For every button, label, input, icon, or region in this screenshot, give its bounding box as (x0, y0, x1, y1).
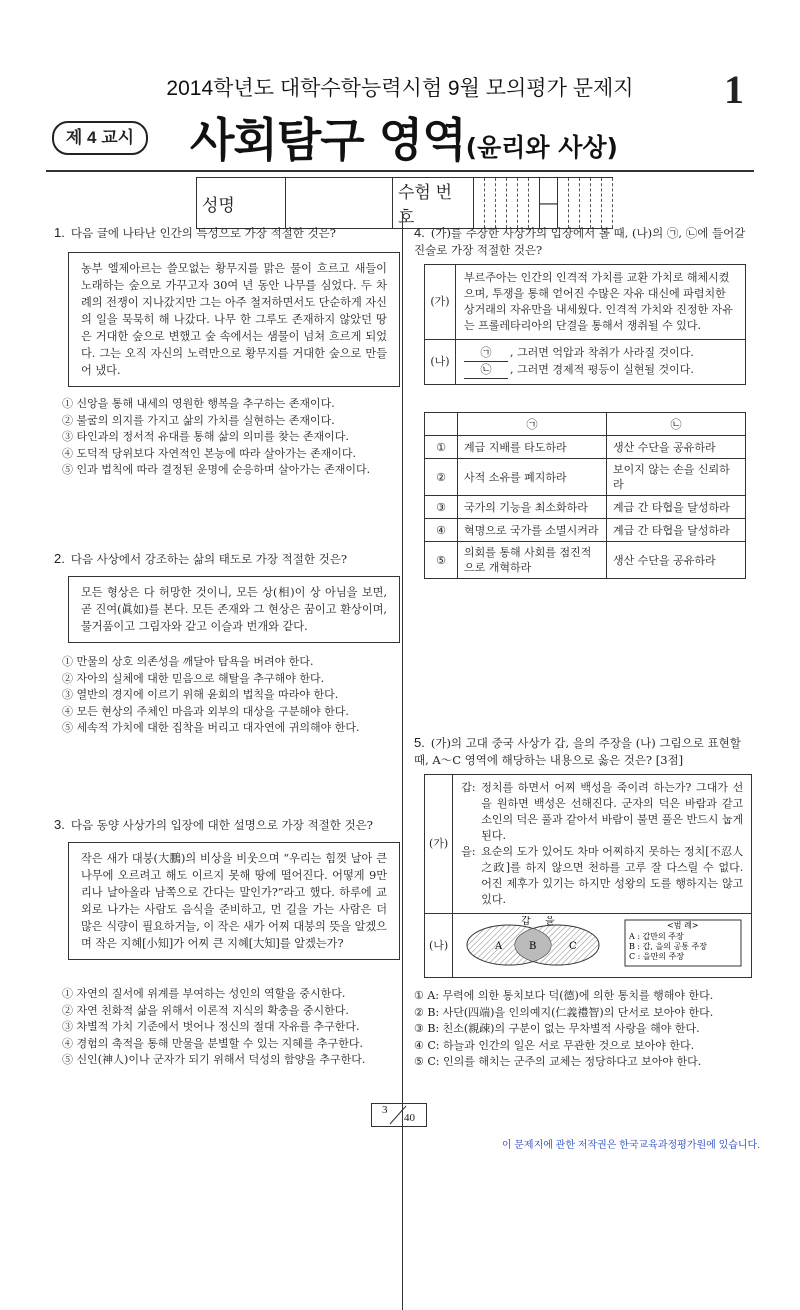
choice-5[interactable]: ⑤ 신인(神人)이나 군자가 되기 위해서 덕성의 함양을 추구한다. (62, 1053, 366, 1066)
page-number: 1 (724, 67, 744, 112)
venn-region-c: C (569, 941, 577, 952)
blank-2: ㉡ (464, 362, 508, 379)
venn-cell (453, 914, 752, 978)
page-current: 3 (382, 1104, 388, 1116)
question-3-stem (54, 816, 388, 834)
question-number: 2. (54, 551, 65, 566)
passage-tag-ga: (가) (425, 265, 456, 340)
passage-tag-na: (나) (425, 914, 453, 978)
passage-ga-text: 부르주아는 인간의 인격적 가치를 교환 가치로 해체시켰으며, 투쟁을 통해 얻어진 수많은 자유 대신에 파렴치한 상거래의 자유만을 내세웠다. 인격적 가치와 진정한 자유는 프롤레타리아의 단결을 통해서 쟁취될 수 있다. (456, 265, 746, 340)
answer-cell: 보이지 않는 손을 신뢰하라 (607, 459, 746, 496)
answer-cell: 계급 지배를 타도하라 (458, 436, 607, 459)
exam-number-digit[interactable] (474, 178, 485, 229)
speaker-gap-text: 정치를 하면서 어찌 백성을 죽이려 하는가? 그대가 선을 원하면 백성은 선해진다. 군자의 덕은 바람과 같고 소인의 덕은 풀과 같아서 바람이 불면 풀은 반드시 눕게 된다. (481, 781, 744, 842)
answer-cell: 사적 소유를 폐지하라 (458, 459, 607, 496)
question-4-passage-table (424, 264, 746, 385)
exam-number-digit[interactable] (496, 178, 507, 229)
exam-title: 2014학년도 대학수학능력시험 9월 모의평가 문제지 (166, 77, 634, 100)
choice-4[interactable]: ④ 도덕적 당위보다 자연적인 본능에 따라 살아가는 존재이다. (62, 446, 356, 460)
exam-number-digit[interactable] (507, 178, 518, 229)
exam-number-digit[interactable] (580, 178, 591, 229)
answer-cell: 계급 간 타협을 달성하라 (607, 496, 746, 519)
question-2-stem (54, 550, 388, 568)
exam-number-digit[interactable] (518, 178, 529, 229)
question-text: 다음 글에 나타난 인간의 특성으로 가장 적절한 것은? (70, 226, 336, 240)
subject-title (190, 104, 618, 170)
choice-4[interactable]: ④ 경험의 축적을 통해 만물을 분별할 수 있는 지혜를 추구한다. (62, 1036, 363, 1050)
choice-1[interactable]: ① A: 무력에 의한 통치보다 덕(德)에 의한 통치를 행해야 한다. (414, 989, 714, 1002)
choice-1[interactable]: ① 자연의 질서에 위계를 부여하는 성인의 역할을 중시한다. (62, 987, 346, 1000)
question-text: (가)의 고대 중국 사상가 갑, 을의 주장을 (나) 그림으로 표현할 때, A～C 영역에 해당하는 내용으로 옳은 것은? [3점] (414, 736, 741, 767)
copyright-notice: 이 문제지에 관한 저작권은 한국교육과정평가원에 있습니다. (501, 1140, 760, 1151)
answer-row-number: ③ (425, 496, 458, 519)
answer-table-corner (425, 413, 458, 436)
venn-region-b: B (529, 941, 537, 952)
answer-row[interactable] (425, 459, 746, 496)
legend-a: A : 갑만의 주장 (629, 932, 684, 941)
answer-cell: 의회를 통해 사회를 점진적으로 개혁하라 (458, 542, 607, 579)
choice-1[interactable]: ① 만물의 상호 의존성을 깨달아 탐욕을 버려야 한다. (62, 655, 314, 668)
subject-subtitle: (윤리와 사상) (465, 133, 618, 162)
question-2 (54, 550, 388, 568)
question-4 (414, 224, 748, 259)
exam-number-digit[interactable] (529, 178, 540, 229)
answer-cell: 혁명으로 국가를 소멸시켜라 (458, 519, 607, 542)
answer-cell: 생산 수단을 공유하라 (607, 542, 746, 579)
footer-page-indicator (371, 1103, 427, 1127)
answer-cell: 생산 수단을 공유하라 (607, 436, 746, 459)
question-text: (가)를 주장한 사상가의 입장에서 볼 때, (나)의 ㉠, ㉡에 들어갈 진술로 가장 적절한 것은? (414, 226, 746, 257)
speaker-eul-label: 을: (461, 845, 476, 858)
choice-3[interactable]: ③ 열반의 경지에 이르기 위해 윤회의 법칙을 따라야 한다. (62, 688, 339, 701)
choice-2[interactable]: ② 자연 친화적 삶을 위해서 이론적 지식의 확충을 중시한다. (62, 1003, 349, 1017)
answer-row-number: ⑤ (425, 542, 458, 579)
choice-4[interactable]: ④ C: 하늘과 인간의 일은 서로 무관한 것으로 보아야 한다. (414, 1038, 695, 1052)
choice-5[interactable]: ⑤ 인과 법칙에 따라 결정된 운명에 순응하며 살아가는 존재이다. (62, 463, 371, 476)
answer-row[interactable] (425, 496, 746, 519)
speaker-gap (461, 780, 743, 844)
answer-cell: 국가의 기능을 최소화하라 (458, 496, 607, 519)
legend-title: <범 례> (667, 921, 699, 930)
question-3-passage: 작은 새가 대붕(大鵬)의 비상을 비웃으며 “우리는 힘껏 날아 큰 나무에 오르려고 해도 이르지 못해 땅에 떨어진다. 어떻게 9만 리나 날아올라 남쪽으로 간다는 말인가?”라고 했다. 하루에 교외로 나가는 사람도 음식을 준비하고, 먼 길을 가는 사람은 더 많은 식량이 필요하거늘, 이 작은 새가 어찌 대붕의 뜻을 알겠으며 작은 지혜[小知]가 어찌 큰 지혜[大知]를 알겠는가? (68, 842, 400, 960)
choice-3[interactable]: ③ B: 친소(親疎)의 구분이 없는 무차별적 사랑을 해야 한다. (414, 1022, 700, 1035)
venn-diagram (457, 916, 747, 970)
exam-number-digit[interactable] (602, 178, 613, 229)
exam-number-digit[interactable] (485, 178, 496, 229)
passage-ga (453, 775, 752, 914)
subject-name: 사회탐구 영역 (190, 113, 466, 167)
question-5-passage-table (424, 774, 752, 978)
speaker-eul (461, 844, 743, 908)
venn-label-eul: 을 (545, 916, 555, 927)
question-5 (414, 734, 748, 769)
header-rule (46, 170, 754, 172)
name-field[interactable] (286, 178, 393, 229)
question-2-choices (62, 654, 392, 737)
choice-5[interactable]: ⑤ C: 인의를 해치는 군주의 교체는 정당하다고 보아야 한다. (414, 1055, 702, 1068)
choice-2[interactable]: ② 자아의 실체에 대한 믿음으로 해탈을 추구해야 한다. (62, 671, 325, 685)
question-2-passage: 모든 형상은 다 허망한 것이니, 모든 상(相)이 상 아님을 보면, 곧 진여(眞如)를 본다. 모든 존재와 그 현상은 꿈이고 환상이며, 물거품이고 그림자와 같고 이슬과 번개와 같다. (68, 576, 400, 643)
choice-1[interactable]: ① 신앙을 통해 내세의 영원한 행복을 추구하는 존재이다. (62, 397, 335, 410)
column-header-1: ㉠ (458, 413, 607, 436)
answer-row-number: ④ (425, 519, 458, 542)
answer-row[interactable] (425, 436, 746, 459)
exam-number-digit[interactable] (569, 178, 580, 229)
question-4-stem (414, 224, 748, 259)
exam-number-digit[interactable] (591, 178, 602, 229)
choice-3[interactable]: ③ 차별적 가치 기준에서 벗어나 정신의 절대 자유를 추구한다. (62, 1020, 360, 1033)
choice-2[interactable]: ② 불굴의 의지를 가지고 삶의 가치를 실현하는 존재이다. (62, 413, 335, 427)
page-slash (372, 1104, 426, 1126)
passage-na (456, 340, 746, 385)
blank-1: ㉠ (464, 345, 508, 362)
question-3 (54, 816, 388, 834)
question-5-stem (414, 734, 748, 769)
legend-b: B : 갑, 을의 공통 주장 (629, 942, 708, 951)
exam-number-digit[interactable] (558, 178, 569, 229)
question-number: 4. (414, 225, 425, 240)
question-1 (54, 224, 388, 242)
question-number: 5. (414, 735, 425, 750)
venn-label-gap: 갑 (521, 916, 531, 927)
answer-row[interactable] (425, 542, 746, 579)
question-1-stem (54, 224, 388, 242)
passage-tag-ga: (가) (425, 775, 453, 914)
choice-5[interactable]: ⑤ 세속적 가치에 대한 집착을 버리고 대자연에 귀의해야 한다. (62, 721, 360, 734)
legend-c: C : 을만의 주장 (629, 952, 685, 961)
passage-na-line-1 (464, 345, 737, 362)
speaker-eul-text: 요순의 도가 있어도 차마 어찌하지 못하는 정치[不忍人之政]를 하지 않으면 천하를 고루 잘 다스릴 수 없다. 어진 제후가 있기는 하지만 성왕의 도를 행하지는 않고 있다. (481, 845, 744, 906)
question-5-choices (414, 988, 754, 1071)
column-header-2: ㉡ (607, 413, 746, 436)
passage-na-text-2: , 그러면 경제적 평등이 실현될 것이다. (510, 363, 694, 376)
passage-tag-na: (나) (425, 340, 456, 385)
question-4-answer-table (424, 412, 746, 579)
choice-3[interactable]: ③ 타인과의 정서적 유대를 통해 삶의 의미를 찾는 존재이다. (62, 430, 349, 443)
choice-4[interactable]: ④ 모든 현상의 주체인 마음과 외부의 대상을 구분해야 한다. (62, 704, 349, 718)
session-badge: 제 4 교시 (52, 121, 148, 155)
venn-region-a: A (495, 941, 503, 952)
question-1-passage: 농부 엘제아르는 쓸모없는 황무지를 맑은 물이 흐르고 새들이 노래하는 숲으로 가꾸고자 30여 년 동안 나무를 심었다. 두 차례의 전쟁이 지나갔지만 그는 아주 철저하면서도 단순하게 자신의 일을 묵묵히 해 나갔다. 나무 한 그루도 존재하지 않았던 땅은 거대한 숲으로 변했고 숲 속에서는 샘물이 넘쳐 흐르게 되었다. 그는 오직 자신의 노력만으로 황무지를 거대한 숲으로 만들어 냈다. (68, 252, 400, 387)
question-1-choices (62, 396, 392, 479)
question-3-choices (62, 986, 392, 1069)
speaker-gap-label: 갑: (461, 781, 476, 794)
choice-2[interactable]: ② B: 사단(四端)을 인의예지(仁義禮智)의 단서로 보아야 한다. (414, 1005, 714, 1019)
question-number: 1. (54, 225, 65, 240)
answer-row[interactable] (425, 519, 746, 542)
answer-cell: 계급 간 타협을 달성하라 (607, 519, 746, 542)
question-text: 다음 사상에서 강조하는 삶의 태도로 가장 적절한 것은? (70, 552, 347, 566)
name-label: 성명 (197, 178, 286, 229)
answer-row-number: ① (425, 436, 458, 459)
answer-row-number: ② (425, 459, 458, 496)
exam-number-label: 수험 번호 (393, 178, 474, 229)
passage-na-text-1: , 그러면 억압과 착취가 사라질 것이다. (510, 346, 694, 359)
passage-na-line-2 (464, 362, 737, 379)
page-total: 40 (404, 1112, 415, 1124)
exam-number-separator: — (540, 178, 558, 229)
candidate-id-table (196, 177, 613, 229)
question-number: 3. (54, 817, 65, 832)
question-text: 다음 동양 사상가의 입장에 대한 설명으로 가장 적절한 것은? (70, 818, 373, 832)
